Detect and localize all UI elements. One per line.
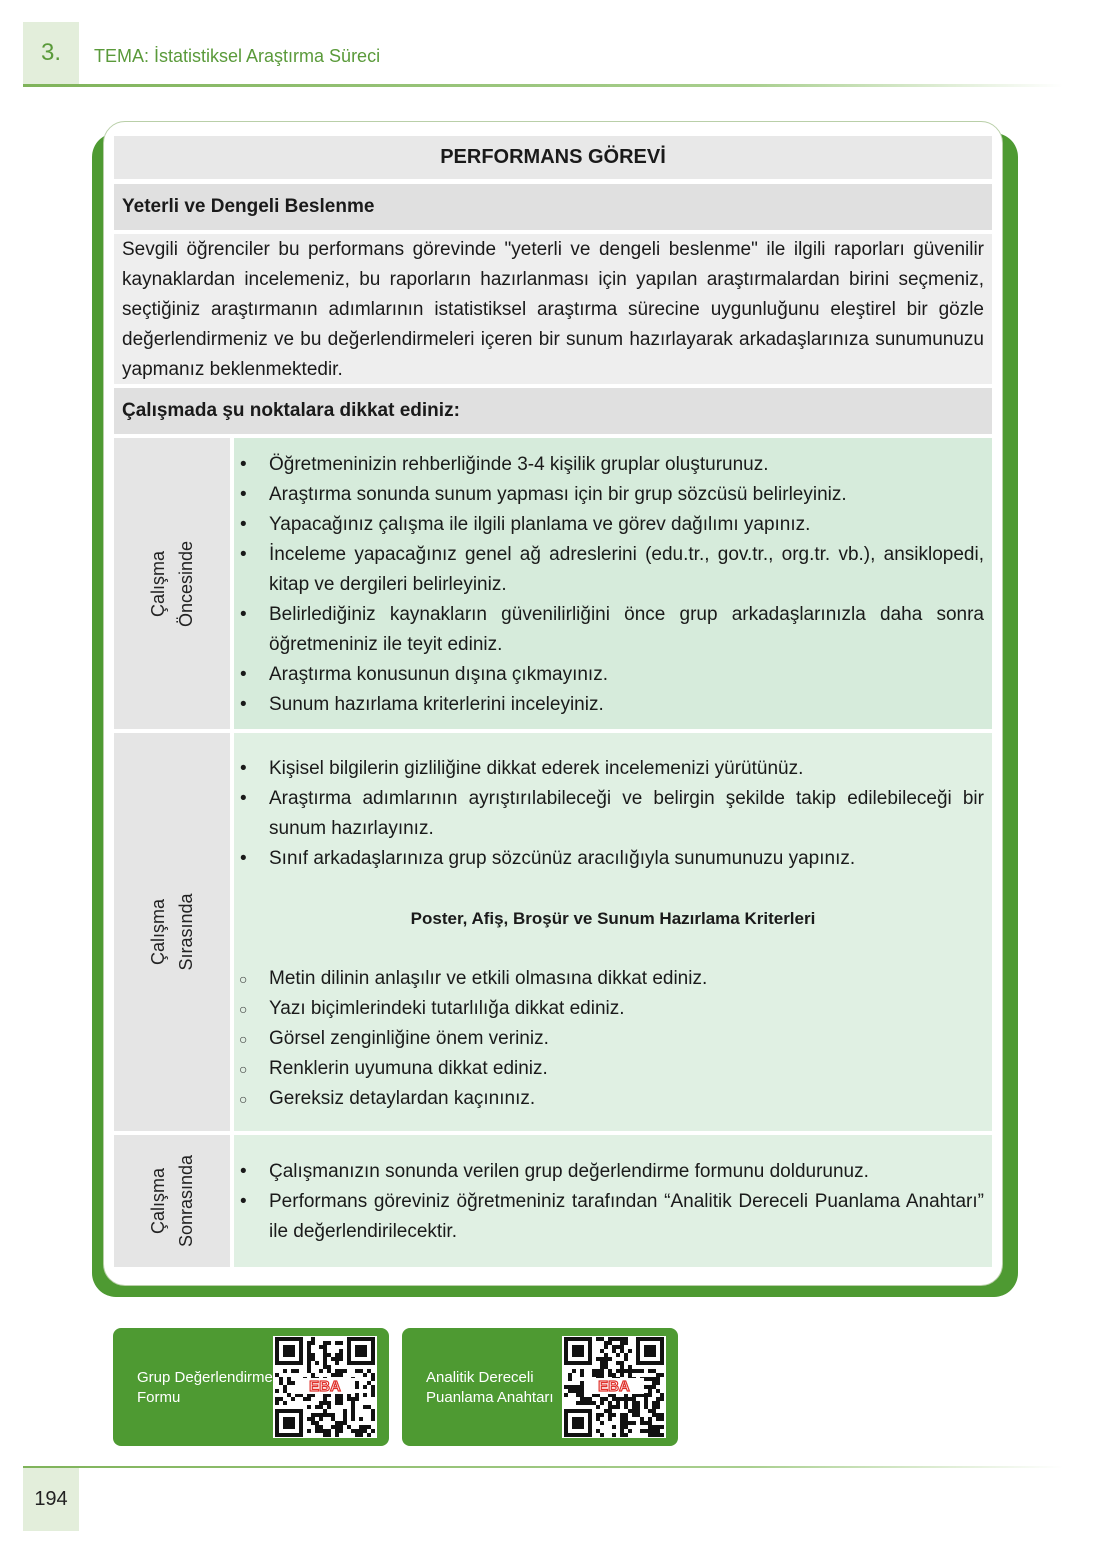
qr-label — [426, 1368, 554, 1408]
qr-code-icon[interactable] — [273, 1336, 377, 1438]
label-line2: Sonrasında — [176, 1154, 196, 1248]
bullet-icon: • — [240, 544, 247, 565]
section-label-after — [114, 1135, 230, 1267]
criteria-list — [234, 964, 992, 1114]
eba-logo: EBA — [598, 1378, 630, 1395]
chapter-number: 3. — [23, 22, 79, 84]
list-item-text: Sunum hazırlama kriterlerini inceleyiniz. — [269, 694, 604, 715]
section-label-during — [114, 733, 230, 1131]
bullet-icon: • — [240, 604, 247, 625]
attention-heading: Çalışmada şu noktalara dikkat ediniz: — [114, 388, 992, 434]
label-line1: Çalışma — [148, 898, 168, 966]
section-content-during — [234, 733, 992, 1131]
section-label-before — [114, 438, 230, 729]
circle-bullet-icon: ○ — [239, 1001, 248, 1017]
list-item-text: Araştırma konusunun dışına çıkmayınız. — [269, 664, 608, 685]
list-item-text: Yazı biçimlerindeki tutarlılığa dikkat ediniz. — [269, 998, 625, 1019]
page-number: 194 — [23, 1468, 79, 1531]
circle-bullet-icon: ○ — [239, 971, 248, 987]
circle-bullet-icon: ○ — [239, 1031, 248, 1047]
qr-code-graphic — [273, 1336, 377, 1438]
section-content-before — [234, 438, 992, 729]
eba-logo: EBA — [309, 1378, 341, 1395]
task-intro — [114, 234, 992, 384]
qr-label-line1: Grup Değerlendirme — [137, 1369, 273, 1386]
qr-link-group-evaluation[interactable] — [113, 1328, 389, 1446]
qr-label-line2: Formu — [137, 1389, 181, 1406]
circle-bullet-icon: ○ — [239, 1061, 248, 1077]
list-item-text: Araştırma adımlarının ayrıştırılabileceği ve belirgin şekilde takip edilebileceği bir sunum hazırlayınız. — [269, 788, 984, 839]
list-item — [234, 450, 992, 480]
list-item-text: Çalışmanızın sonunda verilen grup değerlendirme formunu doldurunuz. — [269, 1161, 869, 1182]
list-item-text: Yapacağınız çalışma ile ilgili planlama ve görev dağılımı yapınız. — [269, 514, 811, 535]
list-item — [234, 600, 992, 660]
list-item — [234, 784, 992, 844]
before-list — [234, 450, 992, 720]
list-item — [234, 480, 992, 510]
list-item — [234, 1024, 992, 1054]
bullet-icon: • — [240, 1191, 247, 1212]
list-item — [234, 1187, 992, 1247]
label-line1: Çalışma — [148, 1167, 168, 1235]
during-list — [234, 754, 992, 874]
list-item-text: Araştırma sonunda sunum yapması için bir grup sözcüsü belirleyiniz. — [269, 484, 847, 505]
list-item-text: Kişisel bilgilerin gizliliğine dikkat ederek incelemenizi yürütünüz. — [269, 758, 804, 779]
list-item — [234, 844, 992, 874]
list-item — [234, 1054, 992, 1084]
qr-code-icon[interactable] — [562, 1336, 666, 1438]
task-intro-text: Sevgili öğrenciler bu performans görevinde "yeterli ve dengeli beslenme" ile ilgili raporları güvenilir kaynaklardan incelemeniz, bu raporların hazırlanması için yapılan araştırmalardan birini seçmeniz, seçtiğiniz araştırmanın adımlarının istatistiksel araştırma sürecine uygunluğunu eleştirel bir gözle değerlendirmeniz ve bu değerlendirmeleri içeren bir sunum hazırlayarak arkadaşlarınıza sunumunuzu yapmanız beklenmektedir. — [122, 239, 984, 380]
label-line2: Sırasında — [176, 893, 196, 971]
bullet-icon: • — [240, 848, 247, 869]
circle-bullet-icon: ○ — [239, 1091, 248, 1107]
list-item — [234, 1084, 992, 1114]
bullet-icon: • — [240, 788, 247, 809]
bullet-icon: • — [240, 484, 247, 505]
theme-title: TEMA: İstatistiksel Araştırma Süreci — [94, 46, 381, 66]
list-item-text: İnceleme yapacağınız genel ağ adreslerini (edu.tr., gov.tr., org.tr. vb.), ansiklopedi, kitap ve dergileri belirleyiniz. — [269, 544, 984, 595]
task-title: PERFORMANS GÖREVİ — [114, 136, 992, 179]
qr-label-line1: Analitik Dereceli — [426, 1369, 534, 1386]
qr-code-graphic — [562, 1336, 666, 1438]
qr-label-line2: Puanlama Anahtarı — [426, 1389, 554, 1406]
after-list — [234, 1157, 992, 1247]
label-line2: Öncesinde — [176, 540, 196, 627]
list-item — [234, 1157, 992, 1187]
bullet-icon: • — [240, 694, 247, 715]
list-item-text: Performans göreviniz öğretmeniniz tarafından “Analitik Dereceli Puanlama Anahtarı” ile değerlendirilecektir. — [269, 1191, 984, 1242]
criteria-title: Poster, Afiş, Broşür ve Sunum Hazırlama Kriterleri — [410, 909, 816, 928]
list-item — [234, 660, 992, 690]
bullet-icon: • — [240, 758, 247, 779]
list-item-text: Görsel zenginliğine önem veriniz. — [269, 1028, 549, 1049]
task-subtitle: Yeterli ve Dengeli Beslenme — [114, 184, 992, 230]
label-line1: Çalışma — [148, 550, 168, 617]
list-item-text: Metin dilinin anlaşılır ve etkili olmasına dikkat ediniz. — [269, 968, 708, 989]
bullet-icon: • — [240, 454, 247, 475]
bullet-icon: • — [240, 664, 247, 685]
list-item — [234, 964, 992, 994]
qr-link-analytic-rubric[interactable] — [402, 1328, 678, 1446]
list-item — [234, 510, 992, 540]
list-item — [234, 540, 992, 600]
bullet-icon: • — [240, 514, 247, 535]
list-item — [234, 690, 992, 720]
list-item — [234, 994, 992, 1024]
qr-label — [137, 1368, 273, 1408]
list-item-text: Öğretmeninizin rehberliğinde 3-4 kişilik gruplar oluşturunuz. — [269, 454, 769, 475]
section-content-after — [234, 1135, 992, 1267]
bullet-icon: • — [240, 1161, 247, 1182]
header-divider — [23, 84, 1063, 87]
list-item-text: Renklerin uyumuna dikkat ediniz. — [269, 1058, 548, 1079]
list-item-text: Belirlediğiniz kaynakların güvenilirliğini önce grup arkadaşlarınızla daha sonra öğretmeniniz ile teyit ediniz. — [269, 604, 984, 655]
list-item-text: Gereksiz detaylardan kaçınınız. — [269, 1088, 536, 1109]
footer-divider — [23, 1466, 1063, 1468]
list-item-text: Sınıf arkadaşlarınıza grup sözcünüz aracılığıyla sunumunuzu yapınız. — [269, 848, 856, 869]
list-item — [234, 754, 992, 784]
